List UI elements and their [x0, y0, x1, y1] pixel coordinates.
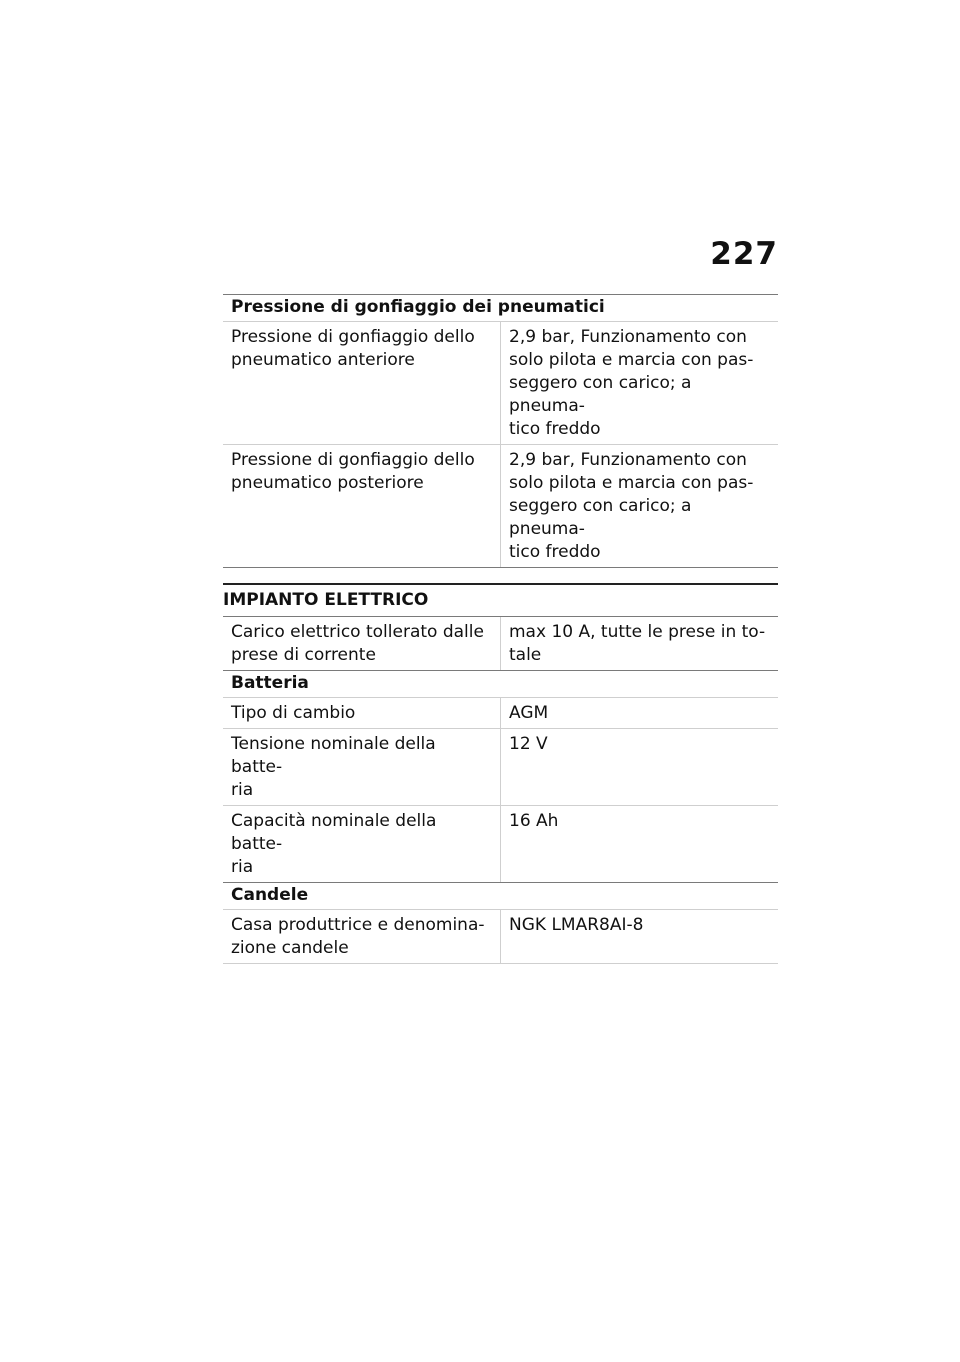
table-row: [223, 617, 778, 671]
tire-pressure-heading: Pressione di gonfiaggio dei pneumatici: [223, 295, 778, 322]
spark-plug-label: Casa produttrice e denomina- zione candele: [223, 910, 501, 964]
battery-capacity-label: Capacità nominale della batte- ria: [223, 806, 501, 883]
front-tire-pressure-label: Pressione di gonfiaggio dello pneumatico anteriore: [223, 322, 501, 445]
table-row: [223, 729, 778, 806]
electrical-table: [223, 617, 778, 964]
battery-type-label: Tipo di cambio: [223, 698, 501, 729]
spec-content: [223, 294, 778, 964]
battery-voltage-label: Tensione nominale della batte- ria: [223, 729, 501, 806]
battery-type-value: AGM: [501, 698, 779, 729]
table-row: [223, 910, 778, 964]
tire-pressure-table: [223, 294, 778, 568]
table-row: [223, 322, 778, 445]
battery-voltage-value: 12 V: [501, 729, 779, 806]
table-row: [223, 698, 778, 729]
table-row: [223, 445, 778, 568]
table-group-header: [223, 671, 778, 698]
socket-load-value: max 10 A, tutte le prese in to- tale: [501, 617, 779, 671]
table-group-header: [223, 295, 778, 322]
spark-plug-value: NGK LMAR8AI-8: [501, 910, 779, 964]
socket-load-label: Carico elettrico tollerato dalle prese di corrente: [223, 617, 501, 671]
rear-tire-pressure-value: 2,9 bar, Funzionamento con solo pilota e marcia con pas- seggero con carico; a pneuma- tico freddo: [501, 445, 779, 568]
spark-plugs-heading: Candele: [223, 883, 778, 910]
table-group-header: [223, 883, 778, 910]
rear-tire-pressure-label: Pressione di gonfiaggio dello pneumatico posteriore: [223, 445, 501, 568]
front-tire-pressure-value: 2,9 bar, Funzionamento con solo pilota e marcia con pas- seggero con carico; a pneuma- tico freddo: [501, 322, 779, 445]
page-number: 227: [710, 236, 778, 272]
battery-heading: Batteria: [223, 671, 778, 698]
battery-capacity-value: 16 Ah: [501, 806, 779, 883]
section-heading-electrical: IMPIANTO ELETTRICO: [223, 583, 778, 617]
table-row: [223, 806, 778, 883]
